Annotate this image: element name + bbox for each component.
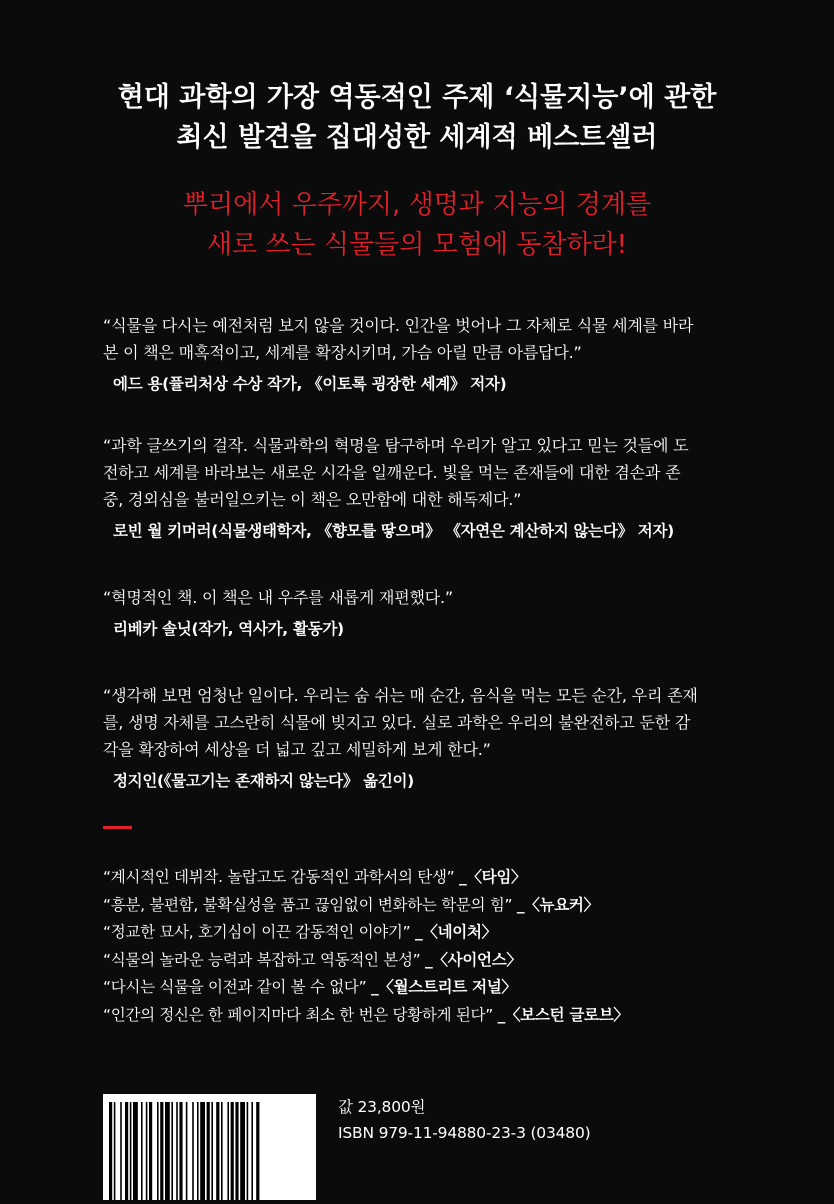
barcode-icon	[103, 1094, 316, 1200]
barcode-bar	[192, 1102, 194, 1200]
endorsement-quote-4	[103, 682, 743, 793]
quote-text	[103, 432, 743, 513]
barcode-bar	[216, 1102, 219, 1200]
barcode-bar	[211, 1102, 213, 1200]
press-quote-text: “인간의 정신은 한 페이지마다 최소 한 번은 당황하게 된다”	[103, 1005, 493, 1024]
endorsement-quote-3	[103, 584, 743, 641]
press-source: _〈뉴요커〉	[516, 895, 599, 914]
barcode-bar	[200, 1102, 205, 1200]
tagline-line-2: 새로 쓰는 식물들의 모험에 동참하라!	[206, 230, 628, 260]
barcode-bar	[256, 1102, 259, 1200]
quote-attribution: 에드 용(퓰리처상 수상 작가, 《이토록 굉장한 세계》 저자)	[113, 375, 507, 393]
barcode-bar	[149, 1102, 152, 1200]
quote-line: “식물을 다시는 예전처럼 보지 않을 것이다. 인간을 벗어나 그 자체로 식물 세계를 바라	[103, 316, 694, 335]
quote-line: 중, 경외심을 불러일으키는 이 책은 오만함에 대한 해독제다.”	[103, 490, 522, 509]
barcode-bar	[247, 1102, 249, 1200]
press-quote	[103, 892, 743, 920]
press-quote-text: “다시는 식물을 이전과 같이 볼 수 없다”	[103, 978, 367, 997]
quote-text	[103, 584, 743, 611]
quote-attribution: 정지인(《물고기는 존재하지 않는다》 옮긴이)	[113, 772, 414, 790]
headline-line-1: 현대 과학의 가장 역동적인 주제 ‘식물지능’에 관한	[117, 82, 717, 113]
barcode-area	[103, 1094, 316, 1200]
barcode-bar	[133, 1102, 138, 1200]
barcode-bar	[130, 1102, 132, 1200]
press-source: _〈보스턴 글로브〉	[497, 1005, 629, 1024]
barcode-bar	[186, 1102, 188, 1200]
tagline	[0, 185, 834, 265]
quote-text	[103, 312, 743, 366]
quote-line: “생각해 보면 엄청난 일이다. 우리는 숨 쉬는 매 순간, 음식을 먹는 모든 순간, 우리 존재	[103, 686, 698, 705]
headline-line-2: 최신 발견을 집대성한 세계적 베스트셀러	[176, 122, 658, 153]
barcode-bar	[120, 1102, 122, 1200]
press-source: _〈네이처〉	[414, 923, 497, 942]
quote-line: “과학 글쓰기의 걸작. 식물과학의 혁명을 탐구하며 우리가 알고 있다고 믿는 것들에 도	[103, 436, 689, 455]
barcode-bar	[146, 1102, 148, 1200]
tagline-line-1: 뿌리에서 우주까지, 생명과 지능의 경계를	[182, 190, 652, 220]
barcode-bar	[176, 1102, 178, 1200]
press-quote	[103, 864, 743, 892]
barcode-bar	[221, 1102, 223, 1200]
barcode-bar	[160, 1102, 163, 1200]
barcode-bar	[231, 1102, 234, 1200]
isbn-label: ISBN 979-11-94880-23-3 (03480)	[338, 1124, 591, 1142]
press-quote-text: “계시적인 데뷔작. 놀랍고도 감동적인 과학서의 탄생”	[103, 868, 455, 886]
barcode-bar	[114, 1102, 116, 1200]
barcode-bar	[165, 1102, 170, 1200]
barcode-bar	[141, 1102, 143, 1200]
quote-line: 본 이 책은 매혹적이고, 세계를 확장시키며, 가슴 아릴 만큼 아름답다.”	[103, 343, 582, 362]
press-quote	[103, 919, 743, 947]
barcode-bar	[125, 1102, 128, 1200]
press-quote-text: “흥분, 불편함, 불확실성을 품고 끊임없이 변화하는 학문의 힘”	[103, 895, 513, 914]
quote-attribution: 로빈 월 키머러(식물생태학자, 《향모를 땋으며》 《자연은 계산하지 않는다》 저자)	[113, 522, 674, 540]
endorsement-quote-1	[103, 312, 743, 396]
press-quote	[103, 974, 743, 1002]
barcode-bar	[171, 1102, 173, 1200]
barcode-bar	[197, 1102, 199, 1200]
barcode-bar	[251, 1102, 253, 1200]
press-quote-text: “정교한 묘사, 호기심이 이끈 감동적인 이야기”	[103, 923, 411, 942]
quote-line: 를, 생명 자체를 고스란히 식물에 빚지고 있다. 실로 과학은 우리의 불완전하고 둔한 감	[103, 713, 691, 732]
price-label: 값 23,800원	[338, 1098, 426, 1116]
quote-line: “혁명적인 책. 이 책은 내 우주를 새롭게 재편했다.”	[103, 588, 454, 607]
barcode-bar	[207, 1102, 210, 1200]
quote-text	[103, 682, 743, 763]
barcode-bar	[240, 1102, 245, 1200]
quote-line: 각을 확장하여 세상을 더 넓고 깊고 세밀하게 보게 한다.”	[103, 740, 491, 759]
headline	[0, 78, 834, 158]
press-source: _〈월스트리트 저널〉	[370, 978, 517, 997]
barcode-bar	[109, 1102, 112, 1200]
press-source: _〈타임〉	[459, 868, 527, 886]
red-divider	[103, 826, 132, 829]
quote-line: 전하고 세계를 바라보는 새로운 시각을 일깨운다. 빛을 먹는 존재들에 대한 겸손과 존	[103, 463, 681, 482]
barcode-bar	[157, 1102, 159, 1200]
barcode-bar	[235, 1102, 238, 1200]
barcode-bar	[227, 1102, 229, 1200]
press-source: _〈사이언스〉	[425, 950, 522, 969]
press-quote	[103, 1002, 743, 1030]
press-quote-text: “식물의 놀라운 능력과 복잡하고 역동적인 본성”	[103, 950, 421, 969]
price-info	[338, 1094, 590, 1146]
quote-attribution: 리베카 솔닛(작가, 역사가, 활동가)	[113, 620, 344, 638]
barcode-bar	[179, 1102, 182, 1200]
press-quotes-list	[103, 864, 743, 1030]
press-quote	[103, 947, 743, 975]
endorsement-quote-2	[103, 432, 743, 543]
